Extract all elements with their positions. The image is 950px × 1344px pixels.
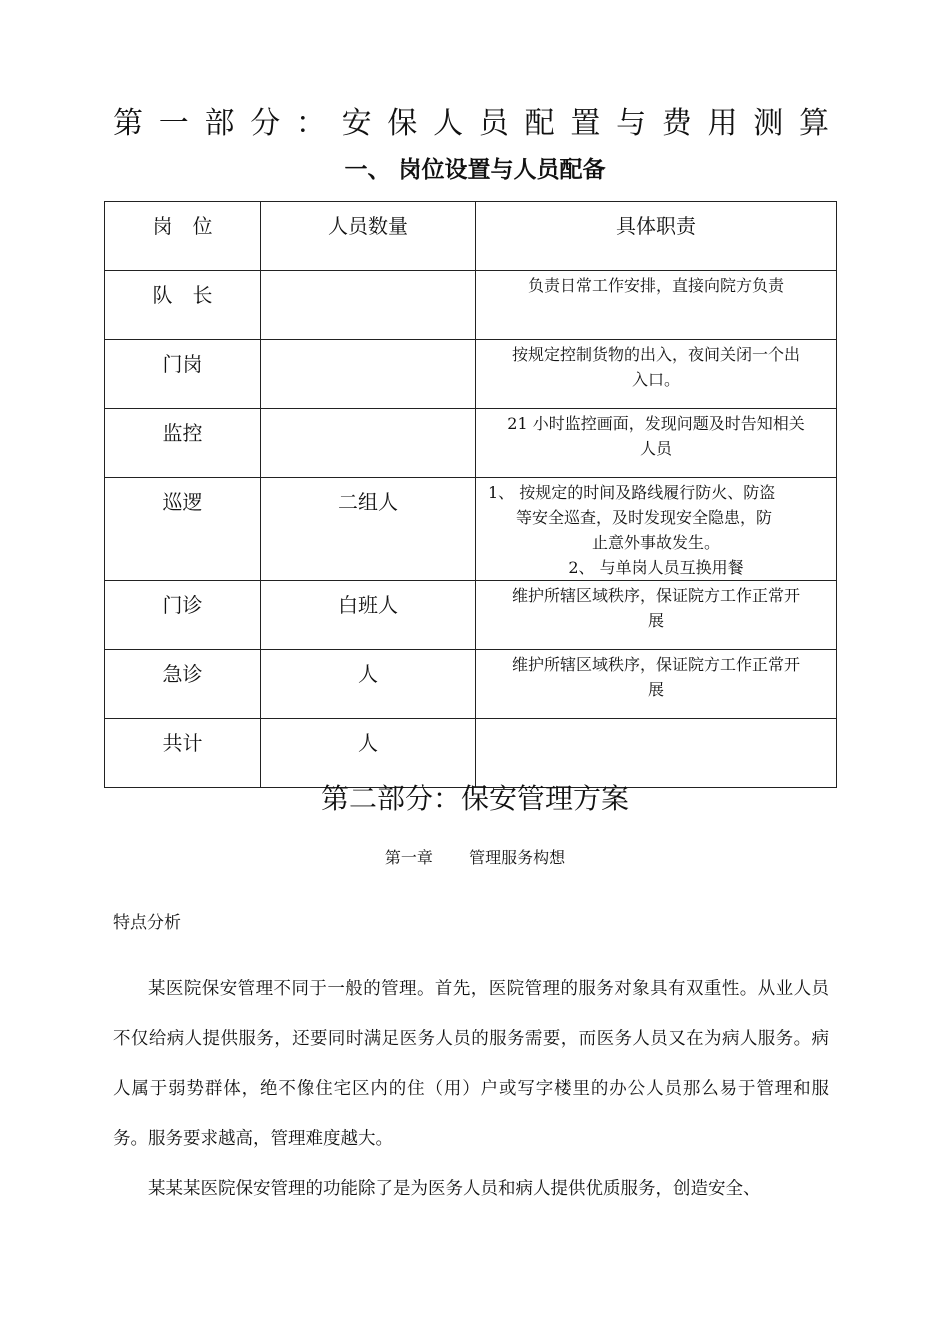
duty-line: 2、 与单岗人员互换用餐 [568,558,744,577]
count-cell: 白班人 [261,581,476,650]
post-cell: 巡逻 [105,478,261,581]
table-row [105,409,837,478]
duty-cell [476,719,837,788]
duty-cell [476,478,837,581]
duty-line: 按规定控制货物的出入，夜间关闭一个出 [511,345,800,364]
part2-title: 第二部分：保安管理方案 [320,782,629,815]
duty-cell [476,581,837,650]
post-cell: 共计 [105,719,261,788]
section1-title: 一、 岗位设置与人员配备 [344,157,606,183]
duty-line: 21 小时监控画面，发现问题及时告知相关 [507,414,805,433]
table-row [105,478,837,581]
post-cell: 急诊 [105,650,261,719]
features-heading: 特点分析 [113,913,181,933]
table-row [105,340,837,409]
chapter-number: 第一章 [384,848,433,867]
duty-line: 止意外事故发生。 [591,533,720,552]
post-cell: 门诊 [105,581,261,650]
body-paragraph: 某医院保安管理不同于一般的管理。首先，医院管理的服务对象具有双重性。从业人员不仅给病人提供服务，还要同时满足医务人员的服务需要，而医务人员又在为病人服务。病人属于弱势群体，绝不像住宅区内的住（用）户或写字楼里的办公人员那么易于管理和服务。服务要求越高，管理难度越大。 [113,979,829,1149]
duty-line: 1、 按规定的时间及路线履行防火、防盗 [488,483,776,502]
table-header-row [105,202,837,271]
count-cell: 二组人 [261,478,476,581]
count-cell [261,340,476,409]
duty-line: 维护所辖区域秩序，保证院方工作正常开 [511,655,800,674]
post-cell: 监控 [105,409,261,478]
count-cell: 人 [261,719,476,788]
duty-cell [476,340,837,409]
part1-title: 第一部分：安保人员配置与费用测算 [113,106,829,141]
chapter1-heading [0,846,950,870]
header-count: 人员数量 [261,202,476,271]
table-row [105,719,837,788]
duty-line: 展 [647,611,664,630]
post-cell: 队 长 [105,271,261,340]
duty-line: 人员 [639,439,672,458]
chapter-title: 管理服务构想 [469,848,566,867]
duty-cell [476,409,837,478]
header-duty: 具体职责 [476,202,837,271]
duty-line: 负责日常工作安排，直接向院方负责 [527,276,784,295]
duty-line: 维护所辖区域秩序，保证院方工作正常开 [511,586,800,605]
count-cell [261,271,476,340]
table-row [105,271,837,340]
count-cell: 人 [261,650,476,719]
table-row [105,581,837,650]
count-cell [261,409,476,478]
header-post: 岗 位 [105,202,261,271]
duty-cell [476,271,837,340]
duty-line: 展 [647,680,664,699]
post-cell: 门岗 [105,340,261,409]
duty-cell [476,650,837,719]
duty-line: 等安全巡查，及时发现安全隐患，防 [516,508,773,527]
table-row [105,650,837,719]
body-paragraph: 某某某医院保安管理的功能除了是为医务人员和病人提供优质服务，创造安全、 [148,1179,761,1199]
staffing-table [104,201,837,788]
duty-line: 入口。 [631,370,680,389]
